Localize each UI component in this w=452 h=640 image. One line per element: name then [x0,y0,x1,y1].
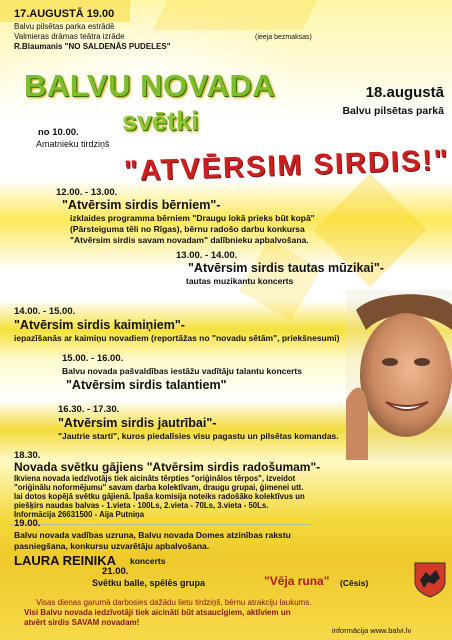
event-desc: izklaides programma bērniem "Draugu lokā prieks būt kopā" [70,213,315,223]
poster-title: BALVU NOVADA [24,68,276,103]
event-desc: "Jautrie starti", kuros piedalīsies visu pagastu un pilsētas komandas. [58,431,339,441]
event-time: 15.00. - 16.00. [62,353,124,364]
opening-line-2: Valmieras drāmas teātra izrāde [14,32,125,41]
band-name: "Vēja runa" [264,574,330,588]
footer-line-2: Visi Balvu novada iedzīvotāji tiek aicināti būt atsaucīgiem, aktīviem un [24,608,291,617]
band-origin: (Cēsis) [340,578,369,588]
event-time: 21.00. [102,566,129,577]
event-desc: Balvu novada vadības uzruna, Balvu novada Domes atzinības rakstu [14,530,291,540]
event-time: 19.00. [14,518,41,529]
event-desc: pasniegšana, konkursu uzvarētāju apbalvošana. [14,541,210,551]
event-desc: lai dotos kopējā svētku gājienā. Īpaša komisija noteiks radošāko kolektīvus un [14,492,305,501]
event-title: Novada svētku gājiens "Atvērsim sirdis radošumam"- [14,460,321,474]
event-desc: Amatnieku tirdziņš [36,139,110,149]
event-desc: Ikviena novada iedzīvotājs tiek aicināts tērpties "oriģinālos tērpos", izveidot [14,474,296,483]
performer-photo [346,290,452,460]
opening-line-1: Balvu pilsētas parka estrādē [14,22,115,31]
event-time: 13.00. - 14.00. [176,250,238,261]
opening-date-time: 17.AUGUSTĀ 19.00 [14,8,115,20]
event-desc: (Pārsteiguma tēli no Rīgas), bērnu radošo darbu konkursa [70,224,305,234]
event-desc: iepazīšanās ar kaimiņu novadiem (reportāžas no "novadu sētām", priekšnesumi) [14,333,340,343]
festival-place: Balvu pilsētas parkā [342,105,444,117]
event-title: "Atvērsim sirdis talantiem" [66,378,227,392]
decor-shape [153,0,317,30]
event-desc: Balvu novada pašvaldības iestāžu vadītāju talantu koncerts [62,366,302,376]
footer-line-3: atvērt sirdis SAVAM novadam! [24,618,140,627]
event-desc: Svētku balle, spēlēs grupa [92,578,206,588]
event-title: "Atvērsim sirdis bērniem"- [62,198,221,212]
performer-name: LAURA REINIKA [14,553,117,568]
festival-date: 18.augustā [365,84,444,101]
info-link[interactable]: informācija www.balvi.lv [332,626,412,635]
event-desc: tautas muzikantu koncerts [186,276,294,286]
opening-line-3: R.Blaumanis "NO SALDENĀS PUDELES" [14,42,171,51]
entry-note: (ieeja bezmaksas) [255,34,312,41]
event-time: no 10.00. [38,127,79,138]
event-desc: Informācija 26631500 - Aija Putniņa [14,510,145,519]
event-time: 14.00. - 15.00. [14,306,76,317]
event-title: "Atvērsim sirdis jautrībai"- [58,416,217,430]
event-time: 16.30. - 17.30. [58,404,120,415]
event-time: 18.30. [14,450,41,461]
event-desc: "oriģinālu noformējumu" savam darba kolektīvam, draugu grupai, ģimenei utt. [14,483,304,492]
coat-of-arms-icon [414,562,446,598]
event-title: "Atvērsim sirdis kaimiņiem"- [14,318,185,332]
performer-suffix: koncerts [130,556,166,566]
event-desc: "Atvērsim sirdis savam novadam" dalībnieku apbalvošana. [70,235,309,245]
event-time: 12.00. - 13.00. [56,187,118,198]
footer-line-1: Visas dienas garumā darbosies dažādu lietu tirdziņš, bērnu atrakciju laukums. [36,598,312,607]
event-desc: piešķirs naudas balvas - 1.vieta - 100Ls, 2.vieta - 70Ls, 3.vieta - 50Ls. [14,501,269,510]
poster-subtitle: svētki [122,106,199,136]
divider [10,524,310,525]
slogan: "ATVĒRSIM SIRDIS!" [123,144,451,188]
event-title: "Atvērsim sirdis tautas mūzikai"- [188,261,384,275]
